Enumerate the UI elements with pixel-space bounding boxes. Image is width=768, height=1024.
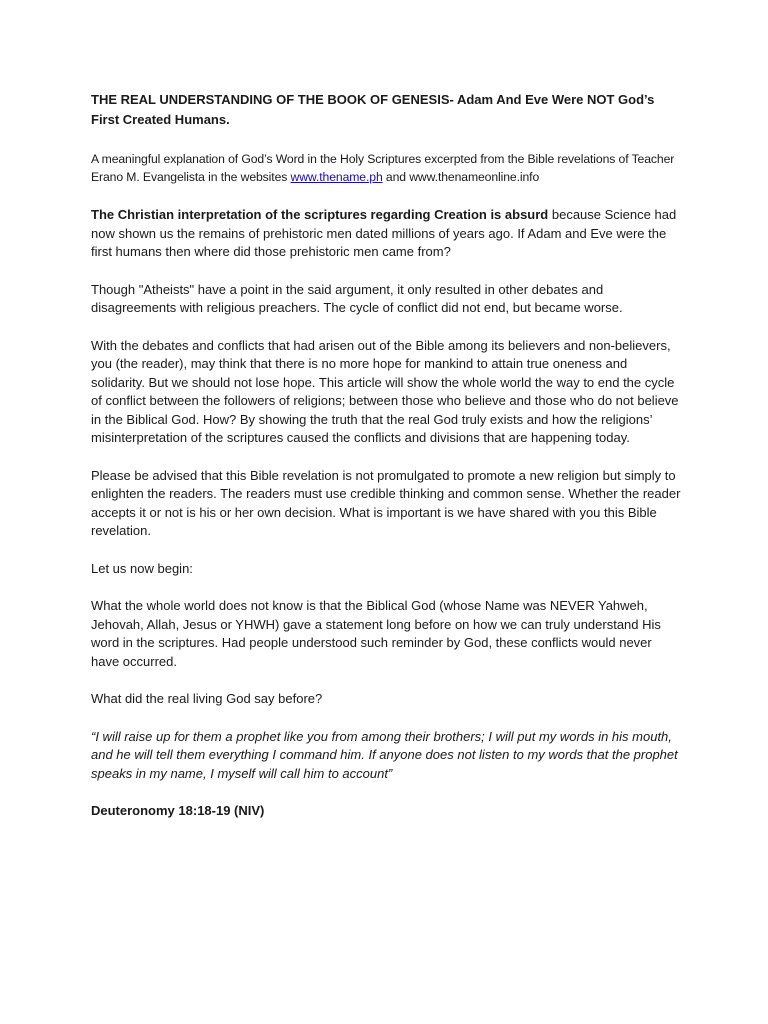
intro-paragraph [91, 150, 681, 186]
paragraph-begin: Let us now begin: [91, 560, 193, 576]
intro-text-after: and www.thenameonline.info [382, 170, 540, 184]
scripture-quote: “I will raise up for them a prophet like you from among their brothers; I will put my words in his mouth, and he will tell them everything I command him. If anyone does not listen to my words that the prophet speaks in my name, I myself will call him to account” [91, 728, 678, 781]
intro-text-before: A meaningful explanation of God’s Word in the Holy Scriptures excerpted from the Bible revelations of Teacher Erano M. Evangelista in the websites [91, 152, 675, 184]
paragraph-atheists: Though "Atheists" have a point in the said argument, it only resulted in other debates and disagreements with religious preachers. The cycle of conflict did not end, but became worse. [91, 281, 623, 315]
document-title: THE REAL UNDERSTANDING OF THE BOOK OF GENESIS- Adam And Eve Were NOT God’s First Created Humans. [91, 92, 655, 127]
paragraph-creation-rest: because Science had now shown us the remains of prehistoric men dated millions of years ago. If Adam and Eve were the first humans then where did those prehistoric men came from? [91, 207, 677, 259]
paragraph-creation [91, 206, 681, 262]
paragraph-biblical-god: What the whole world does not know is that the Biblical God (whose Name was NEVER Yahweh, Jehovah, Allah, Jesus or YHWH) gave a statement long before on how we can truly understand His word in the scriptures. Had people understood such reminder by God, these conflicts would never have occurred. [91, 598, 661, 669]
document-page [91, 90, 681, 821]
paragraph-creation-bold: The Christian interpretation of the scriptures regarding Creation is absurd [91, 207, 549, 222]
paragraph-advisory: Please be advised that this Bible revelation is not promulgated to promote a new religion but simply to enlighten the readers. The readers must use credible thinking and common sense. Whether the reader accepts it or not is his or her own decision. What is important is we have shared with you this Bible revelation. [91, 467, 681, 538]
paragraph-debates: With the debates and conflicts that had arisen out of the Bible among its believers and non-believers, you (the reader), may think that there is no more hope for mankind to attain true oneness and solidarity. But we should not lose hope. This article will show the whole world the way to end the cycle of conflict between the followers of religions; between those who believe and those who do not believe in the Biblical God. How? By showing the truth that the real God truly exists and how the religions’ misinterpretation of the scriptures caused the conflicts and divisions that are happening today. [91, 337, 679, 445]
scripture-reference: Deuteronomy 18:18-19 (NIV) [91, 803, 265, 818]
paragraph-question: What did the real living God say before? [91, 691, 323, 706]
thename-link[interactable]: www.thename.ph [290, 170, 383, 184]
